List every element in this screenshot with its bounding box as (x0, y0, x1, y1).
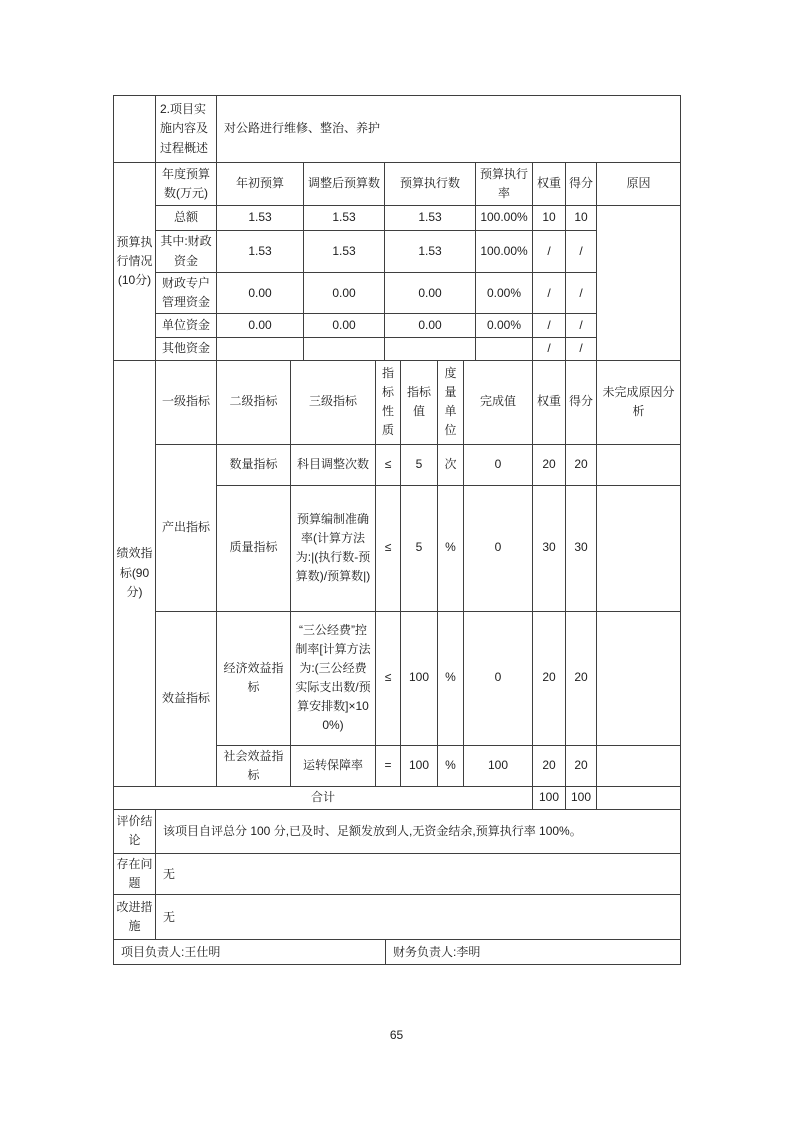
cell-score: / (566, 314, 597, 338)
cell-weight: 20 (533, 444, 566, 485)
budget-row-unit-funds (114, 314, 681, 338)
improvements-row (114, 895, 681, 940)
cell-rate: 100.00% (476, 206, 533, 231)
cell-nature: ≤ (376, 485, 401, 611)
cell-score: / (566, 273, 597, 314)
cell-score: / (566, 231, 597, 273)
page-number: 65 (389, 1028, 404, 1042)
cell-weight: / (533, 314, 566, 338)
indicator-header-reason: 未完成原因分析 (597, 360, 681, 444)
problems-content: 无 (156, 853, 681, 894)
finance-lead-signature: 财务负责人:李明 (386, 940, 681, 965)
cell-rate: 0.00% (476, 273, 533, 314)
cell-rate: 100.00% (476, 231, 533, 273)
budget-header-reason: 原因 (597, 163, 681, 206)
budget-section-label: 预算执行情况(10分) (114, 163, 156, 361)
indicator-header-actual: 完成值 (464, 360, 533, 444)
cell-target-value: 5 (401, 444, 438, 485)
project-summary-content: 对公路进行维修、整治、养护 (217, 96, 681, 163)
cell-initial: 0.00 (217, 314, 304, 338)
total-label: 合计 (114, 786, 533, 809)
indicator-row-quantity (114, 444, 681, 485)
cell-unit: 次 (438, 444, 464, 485)
budget-header-executed: 预算执行数 (385, 163, 476, 206)
budget-header-rate: 预算执行率 (476, 163, 533, 206)
budget-row-label: 其他资金 (156, 338, 217, 360)
total-row (114, 786, 681, 809)
cell-score: 10 (566, 206, 597, 231)
indicator-section-label: 绩效指标(90分) (114, 360, 156, 786)
level1-output-indicator: 产出指标 (156, 444, 217, 611)
budget-row-total (114, 206, 681, 231)
level3-indicator: “三公经费”控制率[计算方法为:(三公经费实际支出数/预算安排数]×100%) (291, 611, 376, 745)
cell-initial: 1.53 (217, 206, 304, 231)
cell-rate (476, 338, 533, 360)
indicator-header-level2: 二级指标 (217, 360, 291, 444)
budget-row-special-account (114, 273, 681, 314)
indicator-header-nature: 指标性质 (376, 360, 401, 444)
budget-row-other-funds (114, 338, 681, 360)
indicator-header-score: 得分 (566, 360, 597, 444)
cell-score: / (566, 338, 597, 360)
budget-header-adjusted: 调整后预算数 (304, 163, 385, 206)
project-summary-section (113, 95, 681, 163)
cell-weight: / (533, 338, 566, 360)
indicator-header-target: 指标值 (401, 360, 438, 444)
level1-benefit-indicator: 效益指标 (156, 611, 217, 786)
level3-indicator: 运转保障率 (291, 745, 376, 786)
cell-weight: 10 (533, 206, 566, 231)
cell-target-value: 5 (401, 485, 438, 611)
cell-initial (217, 338, 304, 360)
cell-initial: 0.00 (217, 273, 304, 314)
cell-reason (597, 485, 681, 611)
cell-executed: 1.53 (385, 231, 476, 273)
conclusion-row (114, 809, 681, 853)
summary-section (113, 809, 681, 940)
cell-reason (597, 444, 681, 485)
budget-reason-cell (597, 206, 681, 361)
cell-actual-value: 0 (464, 611, 533, 745)
total-weight: 100 (533, 786, 566, 809)
level2-indicator: 数量指标 (217, 444, 291, 485)
improvements-label: 改进措施 (114, 895, 156, 940)
project-lead-signature: 项目负责人:王仕明 (114, 940, 386, 965)
cell-score: 20 (566, 745, 597, 786)
cell-executed: 0.00 (385, 273, 476, 314)
problems-row (114, 853, 681, 894)
budget-header-weight: 权重 (533, 163, 566, 206)
indicator-row-economic (114, 611, 681, 745)
budget-row-label: 总额 (156, 206, 217, 231)
cell-nature: ≤ (376, 444, 401, 485)
budget-row-label: 其中:财政资金 (156, 231, 217, 273)
cell-executed: 0.00 (385, 314, 476, 338)
cell-unit: % (438, 745, 464, 786)
total-reason (597, 786, 681, 809)
cell-target-value: 100 (401, 745, 438, 786)
cell-weight: / (533, 273, 566, 314)
cell-weight: / (533, 231, 566, 273)
budget-header-initial: 年初预算 (217, 163, 304, 206)
signature-row (114, 940, 681, 965)
performance-indicator-section (113, 360, 681, 810)
cell-rate: 0.00% (476, 314, 533, 338)
budget-header-annual: 年度预算数(万元) (156, 163, 217, 206)
budget-row-fiscal (114, 231, 681, 273)
cell-adjusted (304, 338, 385, 360)
cell-reason (597, 611, 681, 745)
budget-execution-section (113, 162, 681, 361)
level3-indicator: 科目调整次数 (291, 444, 376, 485)
cell-unit: % (438, 485, 464, 611)
level2-indicator: 质量指标 (217, 485, 291, 611)
project-summary-label: 2.项目实施内容及过程概述 (156, 96, 217, 163)
cell-actual-value: 0 (464, 485, 533, 611)
level3-indicator: 预算编制准确率(计算方法为:|(执行数-预算数)/预算数|) (291, 485, 376, 611)
cell-executed (385, 338, 476, 360)
indicator-header-unit: 度量单位 (438, 360, 464, 444)
cell-score: 20 (566, 444, 597, 485)
cell-weight: 20 (533, 611, 566, 745)
cell-adjusted: 1.53 (304, 231, 385, 273)
cell-adjusted: 1.53 (304, 206, 385, 231)
problems-label: 存在问题 (114, 853, 156, 894)
cell-score: 20 (566, 611, 597, 745)
conclusion-content: 该项目自评总分 100 分,已及时、足额发放到人,无资金结余,预算执行率 100%。 (156, 809, 681, 853)
total-score: 100 (566, 786, 597, 809)
cell-nature: ≤ (376, 611, 401, 745)
cell-adjusted: 0.00 (304, 314, 385, 338)
cell-initial: 1.53 (217, 231, 304, 273)
budget-header-score: 得分 (566, 163, 597, 206)
indicator-header-weight: 权重 (533, 360, 566, 444)
cell-actual-value: 100 (464, 745, 533, 786)
conclusion-label: 评价结论 (114, 809, 156, 853)
signature-section (113, 939, 681, 965)
level2-indicator: 社会效益指标 (217, 745, 291, 786)
cell-actual-value: 0 (464, 444, 533, 485)
cell-score: 30 (566, 485, 597, 611)
cell-target-value: 100 (401, 611, 438, 745)
evaluation-table (113, 95, 680, 965)
level2-indicator: 经济效益指标 (217, 611, 291, 745)
budget-row-label: 单位资金 (156, 314, 217, 338)
cell-adjusted: 0.00 (304, 273, 385, 314)
cell-executed: 1.53 (385, 206, 476, 231)
improvements-content: 无 (156, 895, 681, 940)
cell-weight: 30 (533, 485, 566, 611)
budget-row-label: 财政专户管理资金 (156, 273, 217, 314)
cell-weight: 20 (533, 745, 566, 786)
cell-reason (597, 745, 681, 786)
empty-cell (114, 96, 156, 163)
cell-unit: % (438, 611, 464, 745)
cell-nature: = (376, 745, 401, 786)
indicator-header-level1: 一级指标 (156, 360, 217, 444)
indicator-header-level3: 三级指标 (291, 360, 376, 444)
